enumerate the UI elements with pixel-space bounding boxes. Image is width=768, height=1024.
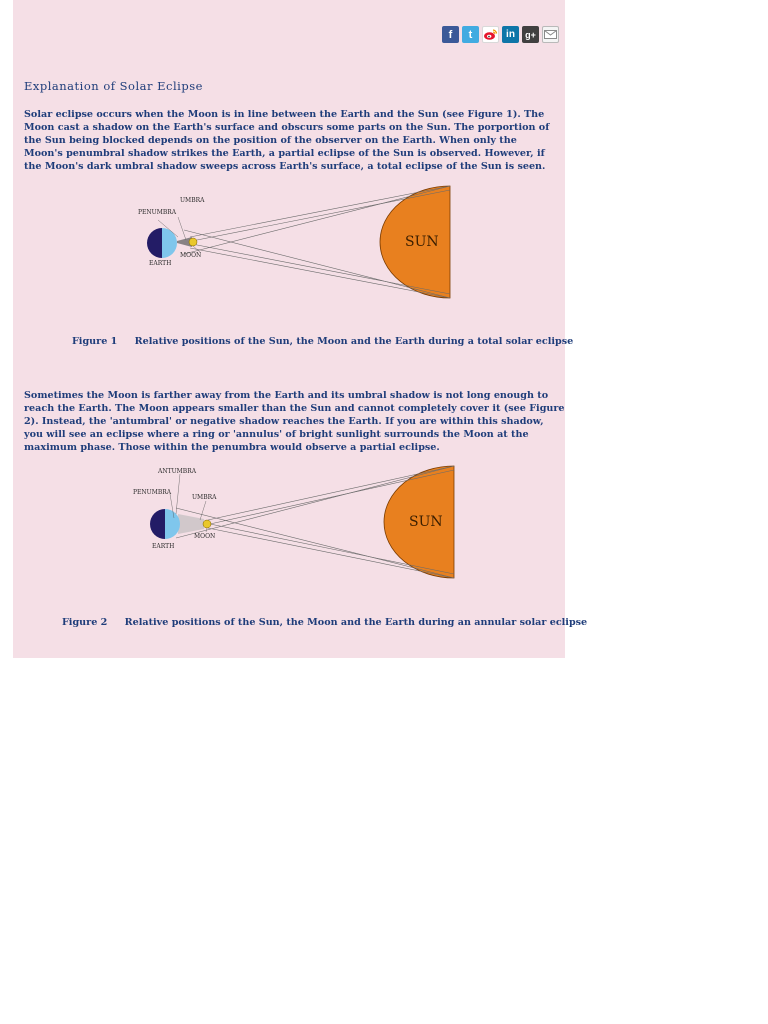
- figure-2-caption: [62, 617, 587, 628]
- earth-night-side: [147, 228, 162, 258]
- figure-1-caption-text: Relative positions of the Sun, the Moon and the Earth during a total solar eclipse: [134, 336, 574, 347]
- label-penumbra: PENUMBRA: [138, 209, 177, 216]
- label-umbra: UMBRA: [180, 197, 205, 204]
- linkedin-icon: in: [506, 29, 515, 40]
- weibo-icon: [483, 27, 498, 42]
- googleplus-icon: g+: [525, 29, 536, 40]
- label-umbra: UMBRA: [192, 494, 217, 501]
- share-bar: [442, 26, 559, 43]
- facebook-share-button[interactable]: [442, 26, 459, 43]
- googleplus-share-button[interactable]: [522, 26, 539, 43]
- label-sun: SUN: [405, 234, 439, 250]
- figure-2-caption-text: Relative positions of the Sun, the Moon and the Earth during an annular solar eclipse: [124, 617, 588, 628]
- twitter-icon: t: [468, 28, 473, 41]
- earth-day-side: [162, 228, 177, 258]
- label-sun: SUN: [409, 514, 443, 530]
- antumbra-cone: [178, 514, 204, 534]
- moon-shape: [203, 520, 211, 528]
- weibo-share-button[interactable]: [482, 26, 499, 43]
- paragraph-intro: Solar eclipse occurs when the Moon is in line between the Earth and the Sun (see Figure 1). The Moon cast a shadow on the Earth's surface and obscurs some parts on the Sun. The porportion of the Sun being blocked depends on the position of the observer on the Earth. When only the Moon's penumbral shadow strikes the Earth, a partial eclipse of the Sun is observed. However, if the Moon's dark umbral shadow sweeps across Earth's surface, a total eclipse of the Sun is seen.: [24, 109, 550, 172]
- facebook-icon: f: [448, 28, 453, 41]
- paragraph-annular: Sometimes the Moon is farther away from the Earth and its umbral shadow is not long enough to reach the Earth. The Moon appears smaller than the Sun and cannot completely cover it (see Figure 2). Instead, the 'antumbral' or negative shadow reaches the Earth. If you are within this shadow, you will see an eclipse where a ring or 'annulus' of bright sunlight surrounds the Moon at the maximum phase. Those within the penumbra would observe a partial eclipse.: [24, 390, 565, 453]
- email-share-button[interactable]: [542, 26, 559, 43]
- linkedin-share-button[interactable]: [502, 26, 519, 43]
- label-moon: MOON: [180, 252, 202, 259]
- figure-1-diagram: [130, 180, 460, 302]
- label-moon: MOON: [194, 533, 216, 540]
- email-icon: [544, 30, 557, 39]
- figure-1-caption: [72, 336, 573, 347]
- figure-2-number: Figure 2: [62, 617, 108, 628]
- earth-day-side: [165, 509, 180, 539]
- figure-2-diagram: [130, 462, 460, 584]
- label-earth: EARTH: [149, 260, 172, 267]
- label-penumbra: PENUMBRA: [133, 489, 172, 496]
- figure-1-number: Figure 1: [72, 336, 118, 347]
- moon-shape: [189, 238, 197, 246]
- twitter-share-button[interactable]: [462, 26, 479, 43]
- label-antumbra: ANTUMBRA: [158, 468, 197, 475]
- label-earth: EARTH: [152, 543, 175, 550]
- article-title: Explanation of Solar Eclipse: [24, 79, 203, 93]
- earth-night-side: [150, 509, 165, 539]
